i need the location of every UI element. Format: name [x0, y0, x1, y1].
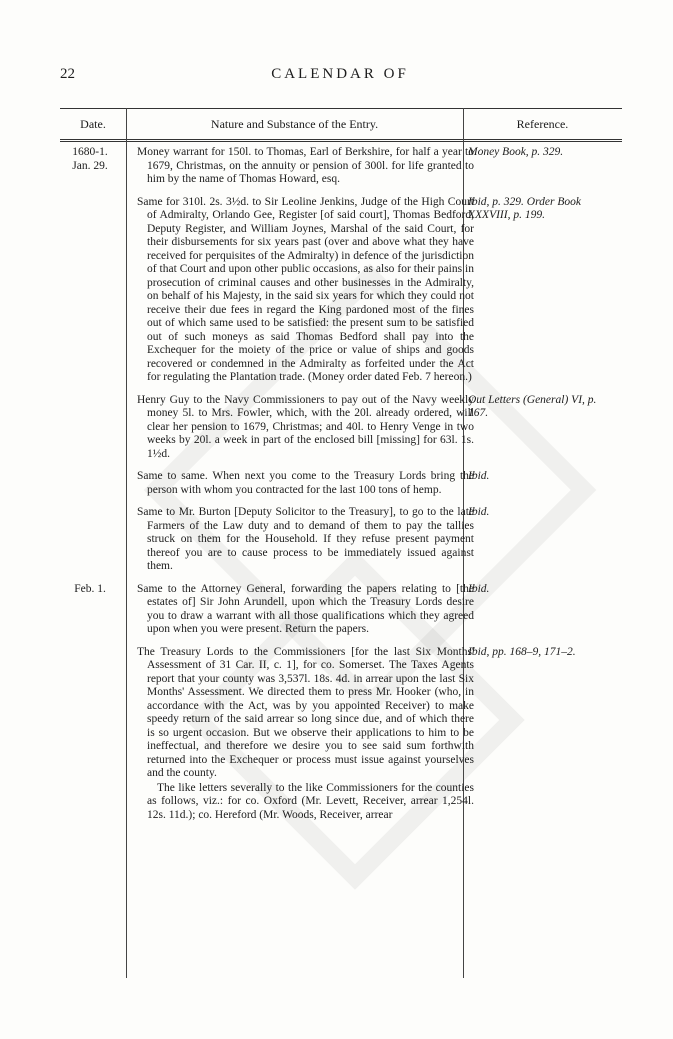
entry-text: The Treasury Lords to the Commissioners [for the last Six Months' Assessment of 31 Car. II, c. 1], for co. Somerset. The Taxes Agents report that your county was 3,537l. 18s. 4d. in arrear upon the last Six Months' Assessment. We directed them to press Mr. Hooker (who, in accordance with the Act, was by you appointed Receiver) to make speedy return of the said arrear so long since due, and of which there is so urgent occasion. But we observe their applications to him to be ineffectual, and therefore we desire you to see said sum forthwith returned into the Exchequer or process must issue against yourselves and the county.: [137, 645, 474, 779]
entry-reference: Money Book, p. 329.: [468, 146, 564, 158]
entry-1: [60, 146, 622, 187]
entry-date: 1680-1. Jan. 29.: [72, 146, 108, 172]
column-header-reference: Reference.: [516, 117, 569, 131]
entry-text: Same to the Attorney General, forwarding the papers relating to [the estates of] Sir John Arundell, upon which the Treasury Lords desire you to draw a warrant with all those qualifications which they agreed upon when you were present. Return the papers.: [137, 582, 474, 635]
column-header-date: Date.: [80, 117, 106, 131]
entry-reference: Ibid.: [468, 582, 490, 595]
entry-text: Money warrant for 150l. to Thomas, Earl of Berkshire, for half a year to 1679, Christmas, on the annuity or pension of 300l. for life granted to him by the name of Thomas Howard, esq.: [137, 146, 474, 185]
calendar-entries: [60, 146, 622, 831]
entry-2: [60, 196, 622, 385]
entry-6: [60, 583, 622, 637]
page-number: 22: [60, 66, 75, 82]
entry-3: [60, 394, 622, 462]
page-header: [60, 66, 620, 90]
entry-reference: Out Letters (General) VI, p. 167.: [468, 393, 597, 419]
entry-text: Same for 310l. 2s. 3½d. to Sir Leoline Jenkins, Judge of the High Court of Admiralty, Orlando Gee, Register [of said court], Thomas Bedford, Deputy Register, and William Joynes, Marshal of the said Court, for their disbursements for six years past (over and above what they have received for perquisites of the Admiralty) in defence of the jurisdiction of that Court and upon other public occasions, as also for their pains in prosecution of criminal causes and other businesses in the Admiralty, on behalf of his Majesty, in the said six years for which they could not receive their due fees in regard the King pardoned most of the fines out of which same used to be satisfied: the present sum to be satisfied out of such moneys as said Thomas Bedford shall pay into the Exchequer for the moiety of the price or value of ships and goods recovered or condemned in the Admiralty as forfeited under the Act for regulating the Plantation trade. (Money order dated Feb. 7 hereon.): [137, 195, 474, 383]
entry-text-continuation: The like letters severally to the like Commissioners for the counties as follows, viz.: for co. Oxford (Mr. Levett, Receiver, arrear 1,254l. 12s. 11d.); co. Hereford (Mr. Woods, Receiver, arrear: [147, 781, 474, 821]
column-header-nature: Nature and Substance of the Entry.: [210, 117, 379, 131]
running-title: CALENDAR OF: [271, 66, 409, 82]
entry-reference: Ibid.: [468, 470, 490, 482]
entry-4: [60, 470, 622, 497]
entry-5: [60, 506, 622, 574]
entry-date: Feb. 1.: [74, 582, 106, 595]
entry-text: Same to same. When next you come to the Treasury Lords bring the person with whom you contracted for the last 100 tons of hemp.: [137, 470, 474, 496]
entry-text: Same to Mr. Burton [Deputy Solicitor to the Treasury], to go to the late Farmers of the Law duty and to demand of them to pay the tallies struck on them for the Household. If they refuse present payment thereof you are to cause process to be immediately issued against them.: [137, 506, 474, 572]
entry-text: Henry Guy to the Navy Commissioners to pay out of the Navy weekly money 5l. to Mrs. Fowler, which, with the 20l. already ordered, will clear her pension to 1679, Christmas; and 40l. to Henry Venge in two weeks by 20l. a week in part of the enclosed bill [missing] for 63l. 1s. 1½d.: [137, 393, 474, 460]
entry-reference: Ibid, p. 329. Order Book XXXVIII, p. 199.: [468, 195, 581, 221]
entry-7: [60, 646, 622, 823]
entry-reference: Ibid, pp. 168–9, 171–2.: [468, 645, 576, 658]
column-header-row: [60, 108, 622, 142]
entry-reference: Ibid.: [468, 506, 490, 518]
